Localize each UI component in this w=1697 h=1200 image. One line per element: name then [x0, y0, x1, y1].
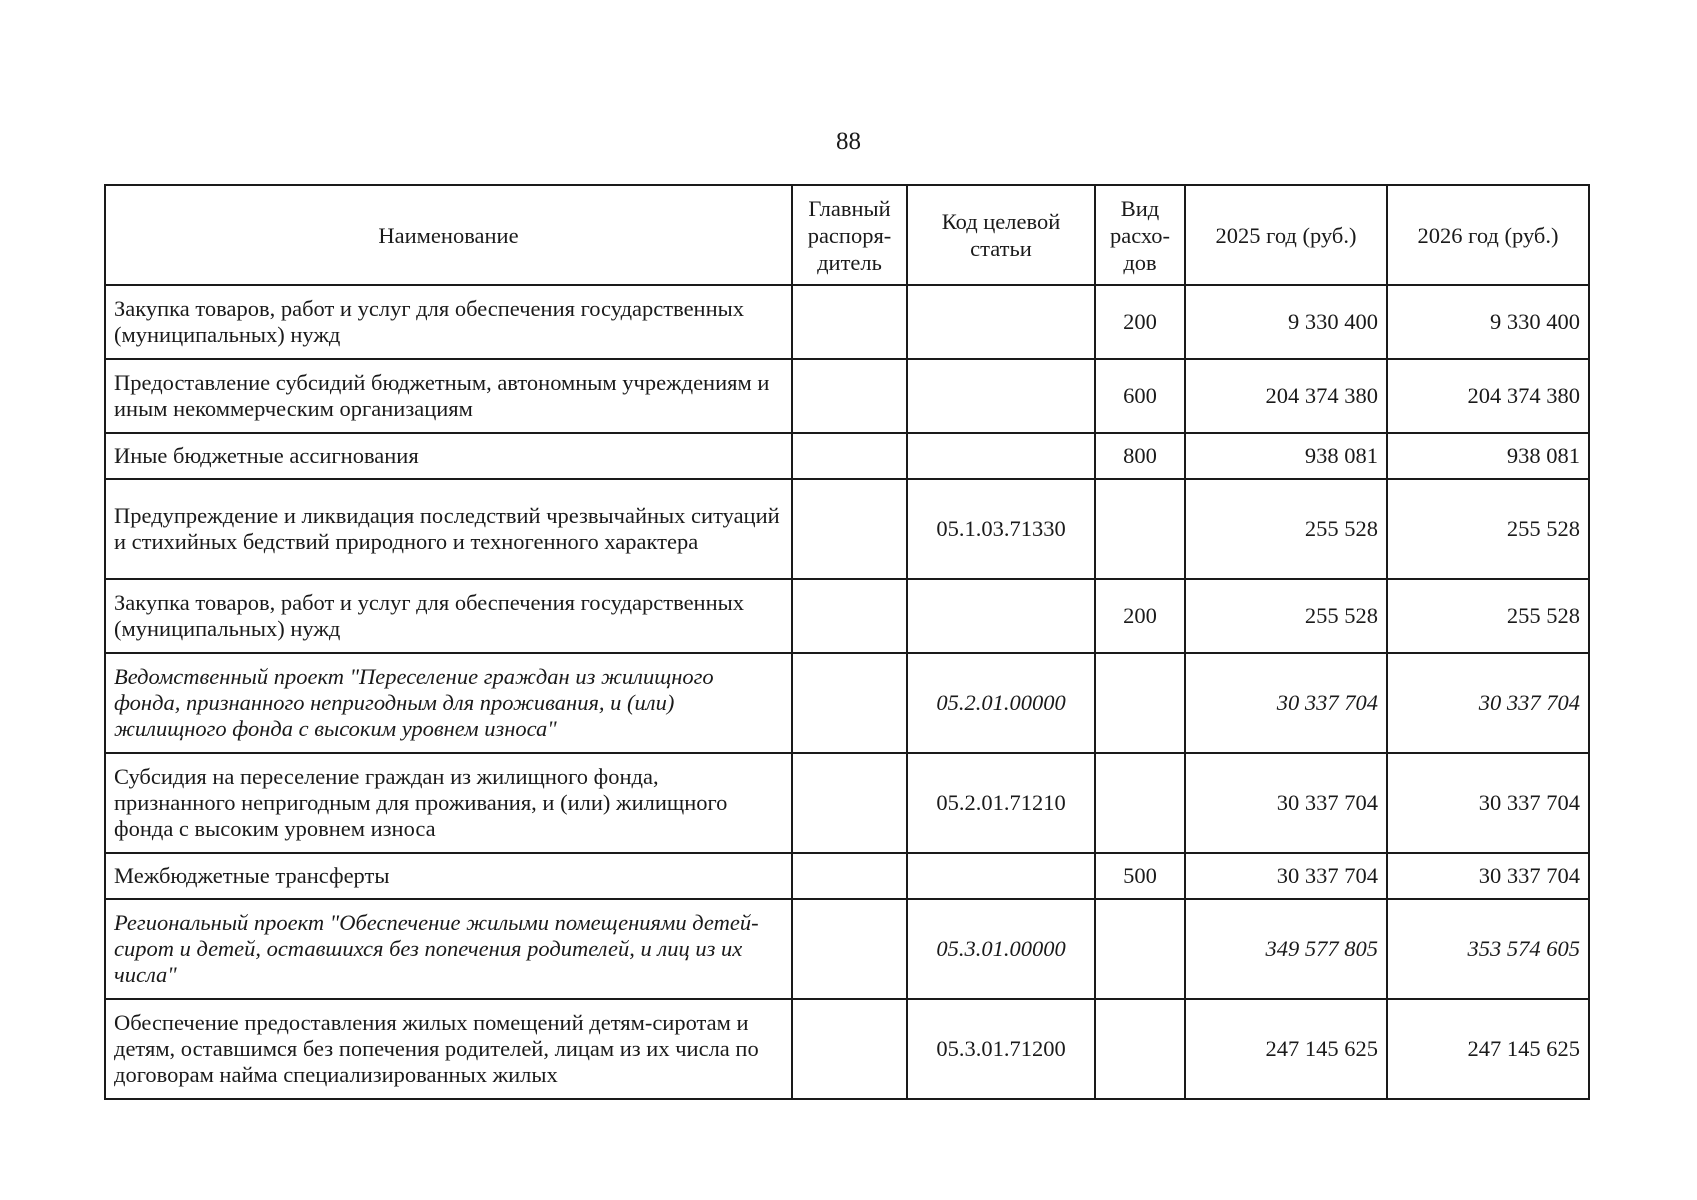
cell-kind [1095, 653, 1185, 753]
cell-2025: 204 374 380 [1185, 359, 1387, 433]
table-row [105, 579, 1589, 653]
table-header-row [105, 185, 1589, 285]
header-2025: 2025 год (руб.) [1185, 185, 1387, 285]
cell-2026: 255 528 [1387, 479, 1589, 579]
header-kind: Вид расхо-дов [1095, 185, 1185, 285]
table-row [105, 853, 1589, 899]
cell-code: 05.2.01.71210 [907, 753, 1095, 853]
cell-2025: 255 528 [1185, 479, 1387, 579]
cell-name: Межбюджетные трансферты [105, 853, 792, 899]
cell-name: Закупка товаров, работ и услуг для обеспечения государственных (муниципальных) нужд [105, 579, 792, 653]
cell-code: 05.3.01.00000 [907, 899, 1095, 999]
header-2026: 2026 год (руб.) [1387, 185, 1589, 285]
header-manager: Главный распоря-дитель [792, 185, 907, 285]
cell-manager [792, 579, 907, 653]
cell-manager [792, 753, 907, 853]
cell-name: Иные бюджетные ассигнования [105, 433, 792, 479]
table-row [105, 285, 1589, 359]
header-name: Наименование [105, 185, 792, 285]
cell-name: Субсидия на переселение граждан из жилищного фонда, признанного непригодным для проживания, и (или) жилищного фонда с высоким уровнем износа [105, 753, 792, 853]
cell-2026: 204 374 380 [1387, 359, 1589, 433]
table-row [105, 479, 1589, 579]
cell-kind [1095, 899, 1185, 999]
cell-2025: 349 577 805 [1185, 899, 1387, 999]
cell-2026: 30 337 704 [1387, 853, 1589, 899]
cell-2025: 255 528 [1185, 579, 1387, 653]
cell-2025: 938 081 [1185, 433, 1387, 479]
budget-table [104, 184, 1590, 1100]
page-number: 88 [836, 128, 861, 155]
cell-manager [792, 359, 907, 433]
cell-code [907, 285, 1095, 359]
cell-name: Региональный проект "Обеспечение жилыми помещениями детей-сирот и детей, оставшихся без попечения родителей, и лиц из их числа" [105, 899, 792, 999]
cell-2026: 9 330 400 [1387, 285, 1589, 359]
cell-name: Ведомственный проект "Переселение граждан из жилищного фонда, признанного непригодным для проживания, и (или) жилищного фонда с высоким уровнем износа" [105, 653, 792, 753]
cell-2026: 30 337 704 [1387, 653, 1589, 753]
header-code: Код целевой статьи [907, 185, 1095, 285]
cell-name: Обеспечение предоставления жилых помещений детям-сиротам и детям, оставшимся без попечения родителей, лицам из их числа по договорам найма специализированных жилых [105, 999, 792, 1099]
cell-manager [792, 479, 907, 579]
cell-code [907, 359, 1095, 433]
cell-2025: 30 337 704 [1185, 753, 1387, 853]
cell-manager [792, 853, 907, 899]
cell-code: 05.3.01.71200 [907, 999, 1095, 1099]
cell-code: 05.2.01.00000 [907, 653, 1095, 753]
cell-2025: 9 330 400 [1185, 285, 1387, 359]
cell-2026: 353 574 605 [1387, 899, 1589, 999]
cell-2026: 247 145 625 [1387, 999, 1589, 1099]
cell-manager [792, 899, 907, 999]
cell-2026: 255 528 [1387, 579, 1589, 653]
cell-manager [792, 285, 907, 359]
cell-name: Предупреждение и ликвидация последствий чрезвычайных ситуаций и стихийных бедствий природного и техногенного характера [105, 479, 792, 579]
cell-kind [1095, 999, 1185, 1099]
cell-manager [792, 433, 907, 479]
table-row [105, 999, 1589, 1099]
table-row [105, 359, 1589, 433]
table-row [105, 653, 1589, 753]
cell-manager [792, 653, 907, 753]
table-row [105, 433, 1589, 479]
cell-kind: 200 [1095, 285, 1185, 359]
cell-2025: 30 337 704 [1185, 853, 1387, 899]
cell-code [907, 433, 1095, 479]
table-row [105, 899, 1589, 999]
cell-2026: 30 337 704 [1387, 753, 1589, 853]
cell-kind [1095, 753, 1185, 853]
cell-code: 05.1.03.71330 [907, 479, 1095, 579]
cell-name: Закупка товаров, работ и услуг для обеспечения государственных (муниципальных) нужд [105, 285, 792, 359]
table-row [105, 753, 1589, 853]
cell-kind: 500 [1095, 853, 1185, 899]
cell-2025: 247 145 625 [1185, 999, 1387, 1099]
cell-kind [1095, 479, 1185, 579]
cell-2026: 938 081 [1387, 433, 1589, 479]
cell-manager [792, 999, 907, 1099]
cell-code [907, 579, 1095, 653]
cell-kind: 600 [1095, 359, 1185, 433]
cell-name: Предоставление субсидий бюджетным, автономным учреждениям и иным некоммерческим организациям [105, 359, 792, 433]
cell-code [907, 853, 1095, 899]
cell-kind: 800 [1095, 433, 1185, 479]
cell-kind: 200 [1095, 579, 1185, 653]
cell-2025: 30 337 704 [1185, 653, 1387, 753]
